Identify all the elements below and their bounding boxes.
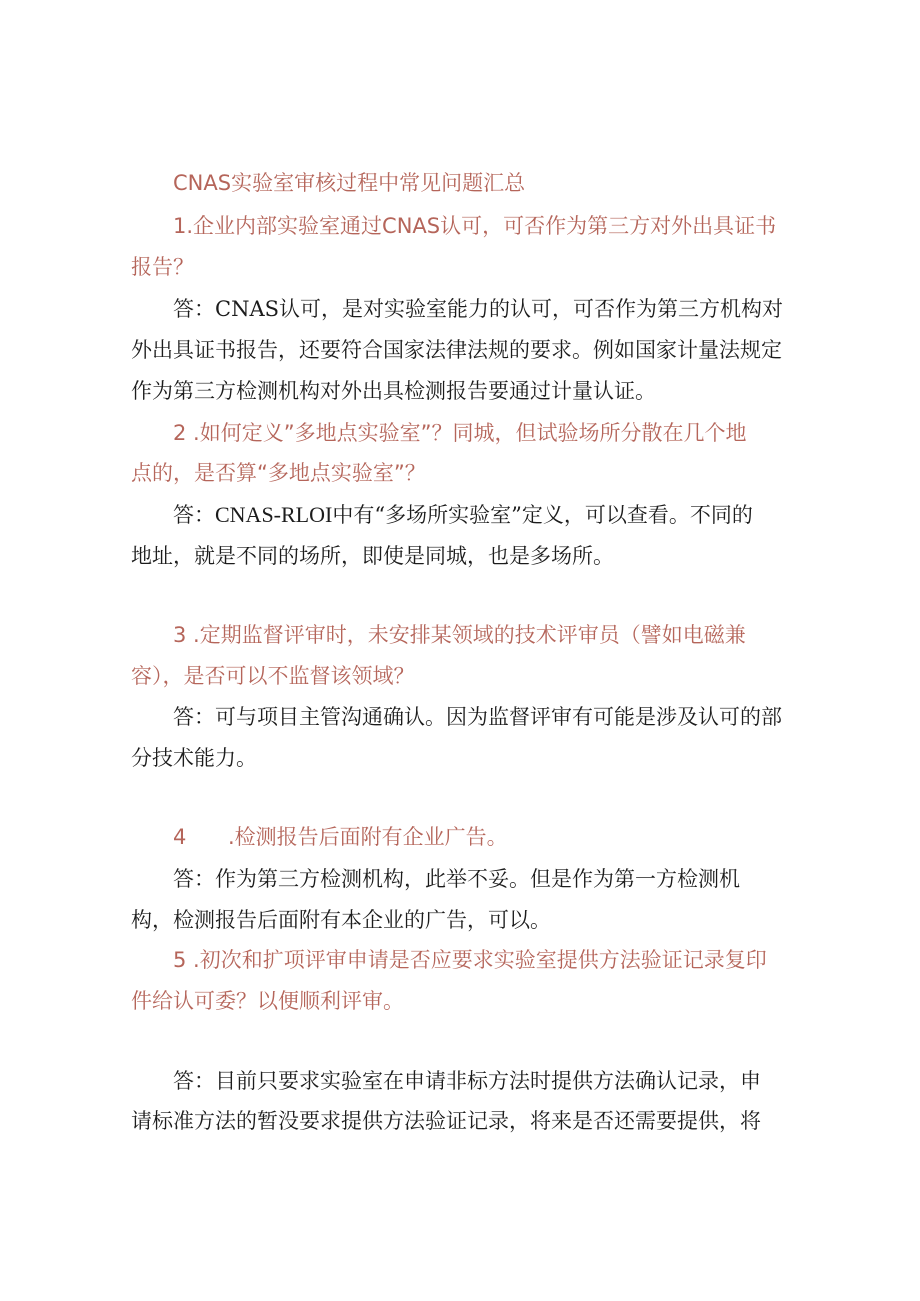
question-2-line-1: 2 .如何定义”多地点实验室”？同城，但试验场所分散在几个地 [173,421,747,445]
question-3-line-2: 容），是否可以不监督该领域？ [131,664,415,688]
answer-2-rest: 中有“多场所实验室”定义，可以查看。不同的 [332,503,753,527]
question-1-line-1: 1.企业内部实验室通过CNAS认可，可否作为第三方对外出具证书 [173,214,777,238]
answer-3-line-2: 分技术能力。 [131,746,257,770]
answer-1-line-2: 外出具证书报告，还要符合国家法律法规的要求。例如国家计量法规定 [131,338,782,362]
question-4-number: 4 [173,825,187,849]
document-title: CNAS实验室审核过程中常见问题汇总 [173,171,526,195]
answer-5-line-1: 答：目前只要求实验室在申请非标方法时提供方法确认记录，申 [173,1069,761,1093]
question-3-line-1: 3 .定期监督评审时，未安排某领域的技术评审员（譬如电磁兼 [173,623,746,647]
answer-2-line-1 [173,500,753,530]
question-4-text: .检测报告后面附有企业广告。 [228,825,508,849]
answer-5-line-2: 请标准方法的暂没要求提供方法验证记录，将来是否还需要提供，将 [131,1109,761,1133]
question-5-line-1: 5 .初次和扩项评审申请是否应要求实验室提供方法验证记录复印 [173,948,767,972]
answer-2-prefix: 答： [173,503,215,527]
answer-1-line-3: 作为第三方检测机构对外出具检测报告要通过计量认证。 [131,379,656,403]
question-1-line-2: 报告？ [131,255,194,279]
answer-2-code: CNAS-RLOI [215,502,333,527]
question-5-line-2: 件给认可委？以便顺利评审。 [131,989,404,1013]
answer-4-line-2: 构，检测报告后面附有本企业的广告，可以。 [131,908,551,932]
answer-2-line-2: 地址，就是不同的场所，即使是同城，也是多场所。 [131,544,614,568]
answer-4-line-1: 答：作为第三方检测机构，此举不妥。但是作为第一方检测机 [173,867,740,891]
answer-1-line-1: 答：CNAS认可，是对实验室能力的认可，可否作为第三方机构对 [173,297,783,321]
question-2-line-2: 点的，是否算“多地点实验室”？ [131,461,426,485]
answer-3-line-1: 答：可与项目主管沟通确认。因为监督评审有可能是涉及认可的部 [173,705,782,729]
